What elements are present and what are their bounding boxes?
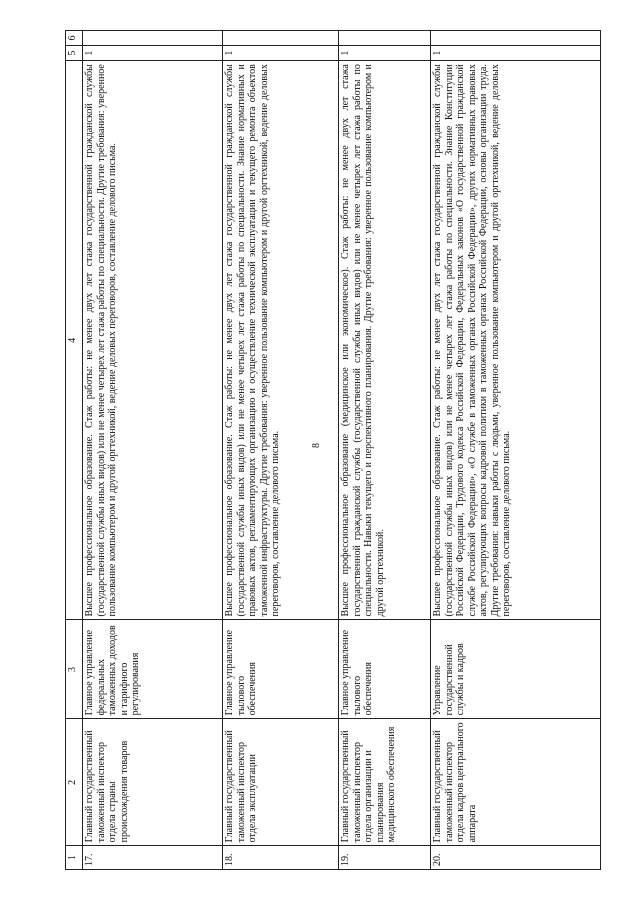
column-6-value [83, 31, 223, 46]
qualification-requirements: Высшее профессиональное образование (медицинское или экономическое). Стаж работы: не менее двух лет стажа государственной гражданской службы (государственной службы иных видов) или не менее четырех лет стажа работы по специальности. Навыки текущего и перспективного планирования. Другие требования: уверенное пользование компьютером и другой оргтехникой. [339, 61, 431, 620]
row-number: 17. [83, 846, 223, 870]
position-title: Главный государственный таможенный инспектор отдела страны происхождения товаров [83, 719, 223, 846]
department: Главное управление федеральных таможенных доходов и тарифного регулирования [83, 620, 223, 719]
row-number: 20. [431, 846, 601, 870]
column-6-value [339, 31, 431, 46]
table-row [431, 31, 601, 870]
table-row [339, 31, 431, 870]
position-title: Главный государственный таможенный инспектор отдела эксплуатации [223, 719, 339, 846]
column-5-value: 1 [339, 46, 431, 61]
column-header: 3 [66, 620, 83, 719]
row-number: 19. [339, 846, 431, 870]
qualification-requirements: Высшее профессиональное образование. Стаж работы: не менее двух лет стажа государственной гражданской службы (государственной службы иных видов) или не менее четырех лет стажа работы по специальности. Знание нормативных и правовых актов, регламентирующих организацию и осуществление технической эксплуатации и текущего ремонта объектов таможенной инфраструктуры. Другие требования: уверенное пользование компьютером и другой оргтехникой, ведение деловых переговоров, составление делового письма. [223, 61, 339, 620]
column-6-value [431, 31, 601, 46]
rotated-table-container [65, 30, 640, 870]
qualification-requirements: Высшее профессиональное образование. Стаж работы: не менее двух лет стажа государственной гражданской службы (государственной службы иных видов) или не менее четырех лет стажа работы по специальности. Другие требования: уверенное пользование компьютером и другой оргтехникой, ведение деловых переговоров, составление делового письма. [83, 61, 223, 620]
department: Управление государственной службы и кадров [431, 620, 601, 719]
row-number: 18. [223, 846, 339, 870]
column-5-value: 1 [223, 46, 339, 61]
department: Главное управление тылового обеспечения [339, 620, 431, 719]
header-row [66, 31, 83, 870]
department: Главное управление тылового обеспечения [223, 620, 339, 719]
page-number: 8 [311, 443, 322, 448]
qualification-requirements: Высшее профессиональное образование. Стаж работы: не менее двух лет стажа государственной гражданской службы (государственной службы иных видов) или не менее четырех лет стажа работы по специальности. Знание Конституции Российской Федерации, Трудового кодекса Российской Федерации, Федеральных законов «О государственной гражданской службе Российской Федерации», «О службе в таможенных органах Российской Федерации», других нормативных правовых актов, регулирующих вопросы кадровой политики в таможенных органах Российской Федерации, основы организации труда. Другие требования: навыки работы с людьми, уверенное пользование компьютером и другой оргтехникой, ведение деловых переговоров, составление делового письма. [431, 61, 601, 620]
column-header: 2 [66, 719, 83, 846]
column-header: 6 [66, 31, 83, 46]
column-5-value: 1 [83, 46, 223, 61]
column-header: 1 [66, 846, 83, 870]
table-row [83, 31, 223, 870]
position-title: Главный государственный таможенный инспектор отдела кадров центрального аппарата [431, 719, 601, 846]
column-5-value: 1 [431, 46, 601, 61]
column-6-value [223, 31, 339, 46]
column-header: 4 [66, 61, 83, 620]
position-title: Главный государственный таможенный инспектор отдела организации и планирования медицинского обеспечения [339, 719, 431, 846]
column-header: 5 [66, 46, 83, 61]
positions-table [65, 30, 601, 870]
table-row [223, 31, 339, 870]
